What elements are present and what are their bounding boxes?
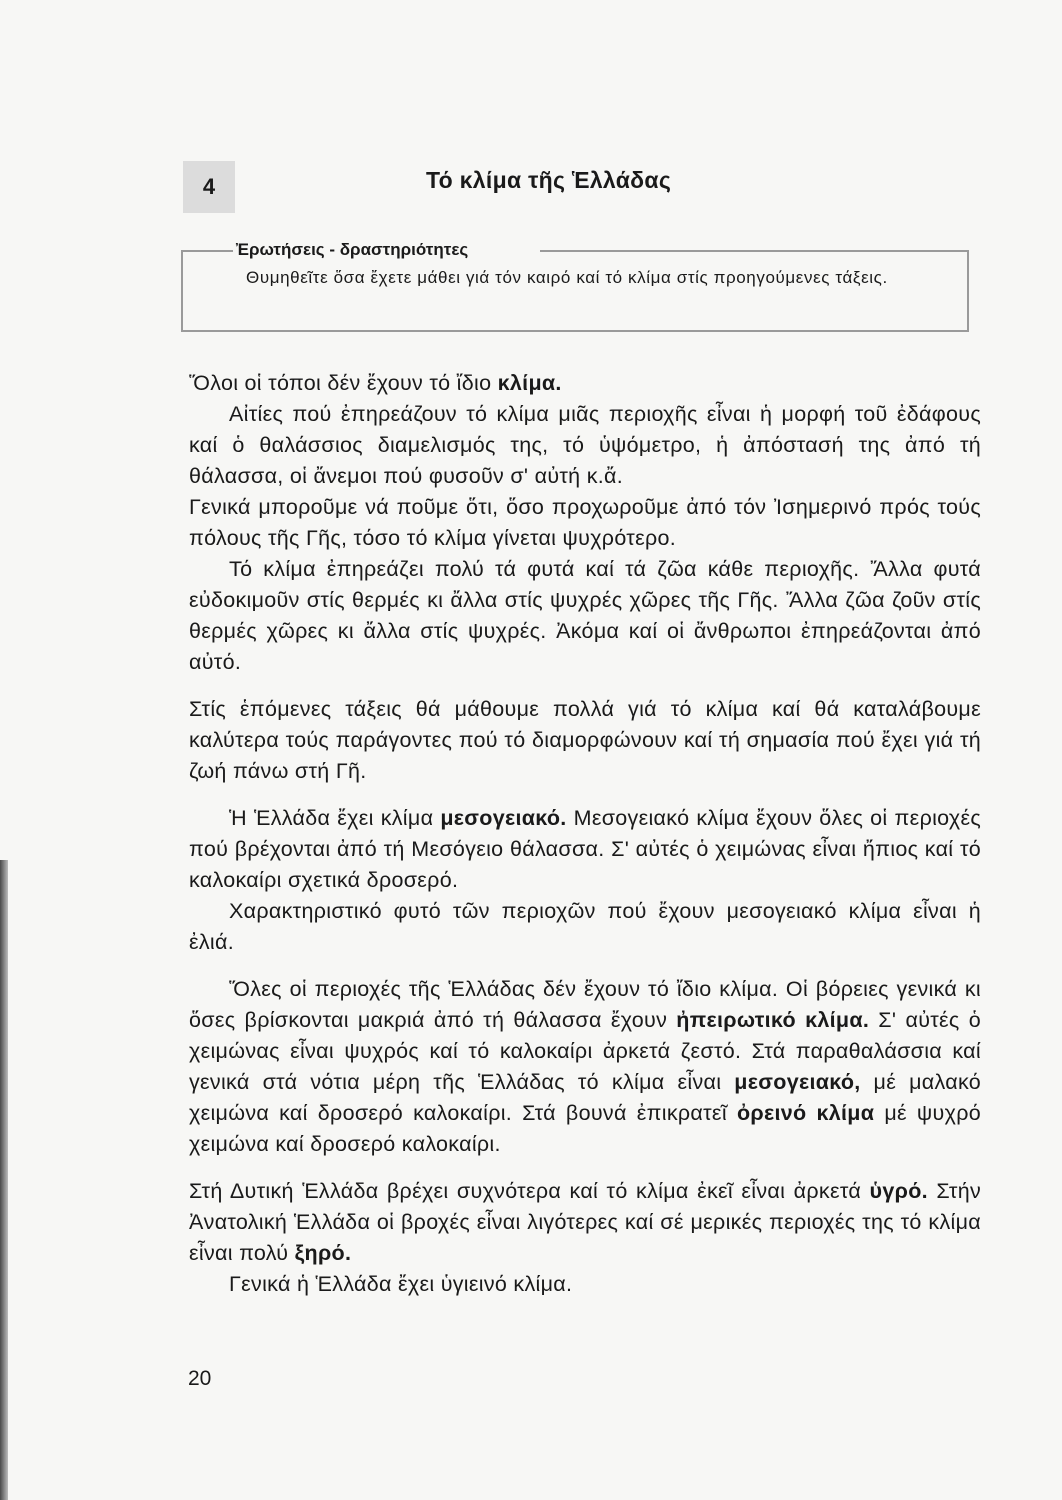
page-edge-shadow — [0, 860, 8, 1500]
text-run: μέ ψυχρό χειμώνα καί δροσερό καλοκαίρι. — [189, 1101, 981, 1156]
paragraph — [189, 974, 981, 1160]
paragraph: Αἰτίες πού ἐπηρεάζουν τό κλίμα μιᾶς περιοχῆς εἶναι ἡ μορφή τοῦ ἐδάφους καί ὁ θαλάσσιος διαμελισμός της, τό ὑψόμετρο, ἡ ἀπόστασή της ἀπό τή θάλασσα, οἱ ἄνεμοι πού φυσοῦν σ' αὐτή κ.ἄ. — [189, 402, 981, 488]
text-run: Μεσογειακό κλίμα ἔχουν ὅλες οἱ περιοχές πού βρέχονται ἀπό τή Μεσόγειο θάλασσα. Σ' αὐτές ὁ χειμώνας εἶναι ἤπιος καί τό καλοκαίρι σχετικά δροσερό. — [189, 806, 981, 892]
questions-box-title: Ἐρωτήσεις - δραστηριότητες — [236, 240, 469, 259]
paragraph — [189, 1176, 981, 1269]
paragraph — [189, 803, 981, 896]
paragraph: Τό κλίμα ἐπηρεάζει πολύ τά φυτά καί τά ζῶα κάθε περιοχῆς. Ἄλλα φυτά εὐδοκιμοῦν στίς θερμές κι ἄλλα στίς ψυχρές χῶρες τῆς Γῆς. Ἄλλα ζῶα ζοῦν στίς θερμές χῶρες κι ἄλλα στίς ψυχρές. Ἀκόμα καί οἱ ἄνθρωποι ἐπηρεάζονται ἀπό αὐτό. — [189, 557, 981, 674]
main-text — [189, 368, 981, 1300]
text-run: μέ μαλακό χειμώνα καί δροσερό καλοκαίρι. Στά βουνά ἐπικρατεῖ — [189, 1070, 981, 1125]
paragraph: Γενικά μποροῦμε νά ποῦμε ὅτι, ὅσο προχωροῦμε ἀπό τόν Ἰσημερινό πρός τούς πόλους τῆς Γῆς, τόσο τό κλίμα γίνεται ψυχρότερο. — [189, 495, 981, 550]
page-number: 20 — [188, 1367, 212, 1390]
bold-term: ξηρό. — [294, 1241, 352, 1265]
bold-term: κλίμα. — [497, 371, 562, 395]
questions-box-text: Θυμηθεῖτε ὅσα ἔχετε μάθει γιά τόν καιρό καί τό κλίμα στίς προηγούμενες τάξεις. — [246, 268, 888, 287]
bold-term: ἠπειρωτικό κλίμα. — [676, 1008, 870, 1032]
text-run: Στή Δυτική Ἑλλάδα βρέχει συχνότερα καί τό κλίμα ἐκεῖ εἶναι ἀρκετά — [189, 1179, 870, 1203]
bold-term: μεσογειακό. — [440, 806, 567, 830]
paragraph: Στίς ἑπόμενες τάξεις θά μάθουμε πολλά γιά τό κλίμα καί θά καταλάβουμε καλύτερα τούς παράγοντες πού τό διαμορφώνουν καί τή σημασία πού ἔχει γιά τή ζωή πάνω στή Γῆ. — [189, 697, 981, 783]
text-run: Στήν Ἀνατολική Ἑλλάδα οἱ βροχές εἶναι λιγότερες καί σέ μερικές περιοχές της τό κλίμα εἶναι πολύ — [189, 1179, 982, 1265]
text-run: Σ' αὐτές ὁ χειμώνας εἶναι ψυχρός καί τό καλοκαίρι ἀρκετά ζεστό. Στά παραθαλάσσια καί γενικά στά νότια μέρη τῆς Ἑλλάδας τό κλίμα εἶναι — [189, 1008, 982, 1094]
bold-term: ὑγρό. — [869, 1179, 928, 1203]
text-run: Ὅλες οἱ περιοχές τῆς Ἑλλάδας δέν ἔχουν τό ἴδιο κλίμα. Οἱ βόρειες γενικά κι ὅσες βρίσκονται μακριά ἀπό τή θάλασσα ἔχουν — [189, 977, 981, 1032]
bold-term: ὀρεινό κλίμα — [736, 1101, 875, 1125]
chapter-number: 4 — [183, 161, 235, 213]
paragraph: Χαρακτηριστικό φυτό τῶν περιοχῶν πού ἔχουν μεσογειακό κλίμα εἶναι ἡ ἐλιά. — [189, 899, 981, 954]
paragraph — [189, 368, 981, 399]
paragraph: Γενικά ἡ Ἑλλάδα ἔχει ὑγιεινό κλίμα. — [229, 1272, 573, 1296]
text-run: Ὅλοι οἱ τόποι δέν ἔχουν τό ἴδιο — [189, 371, 498, 395]
chapter-title: Τό κλίμα τῆς Ἑλλάδας — [426, 167, 672, 193]
bold-term: μεσογειακό, — [734, 1070, 861, 1094]
text-run: Ἡ Ἑλλάδα ἔχει κλίμα — [229, 806, 441, 830]
